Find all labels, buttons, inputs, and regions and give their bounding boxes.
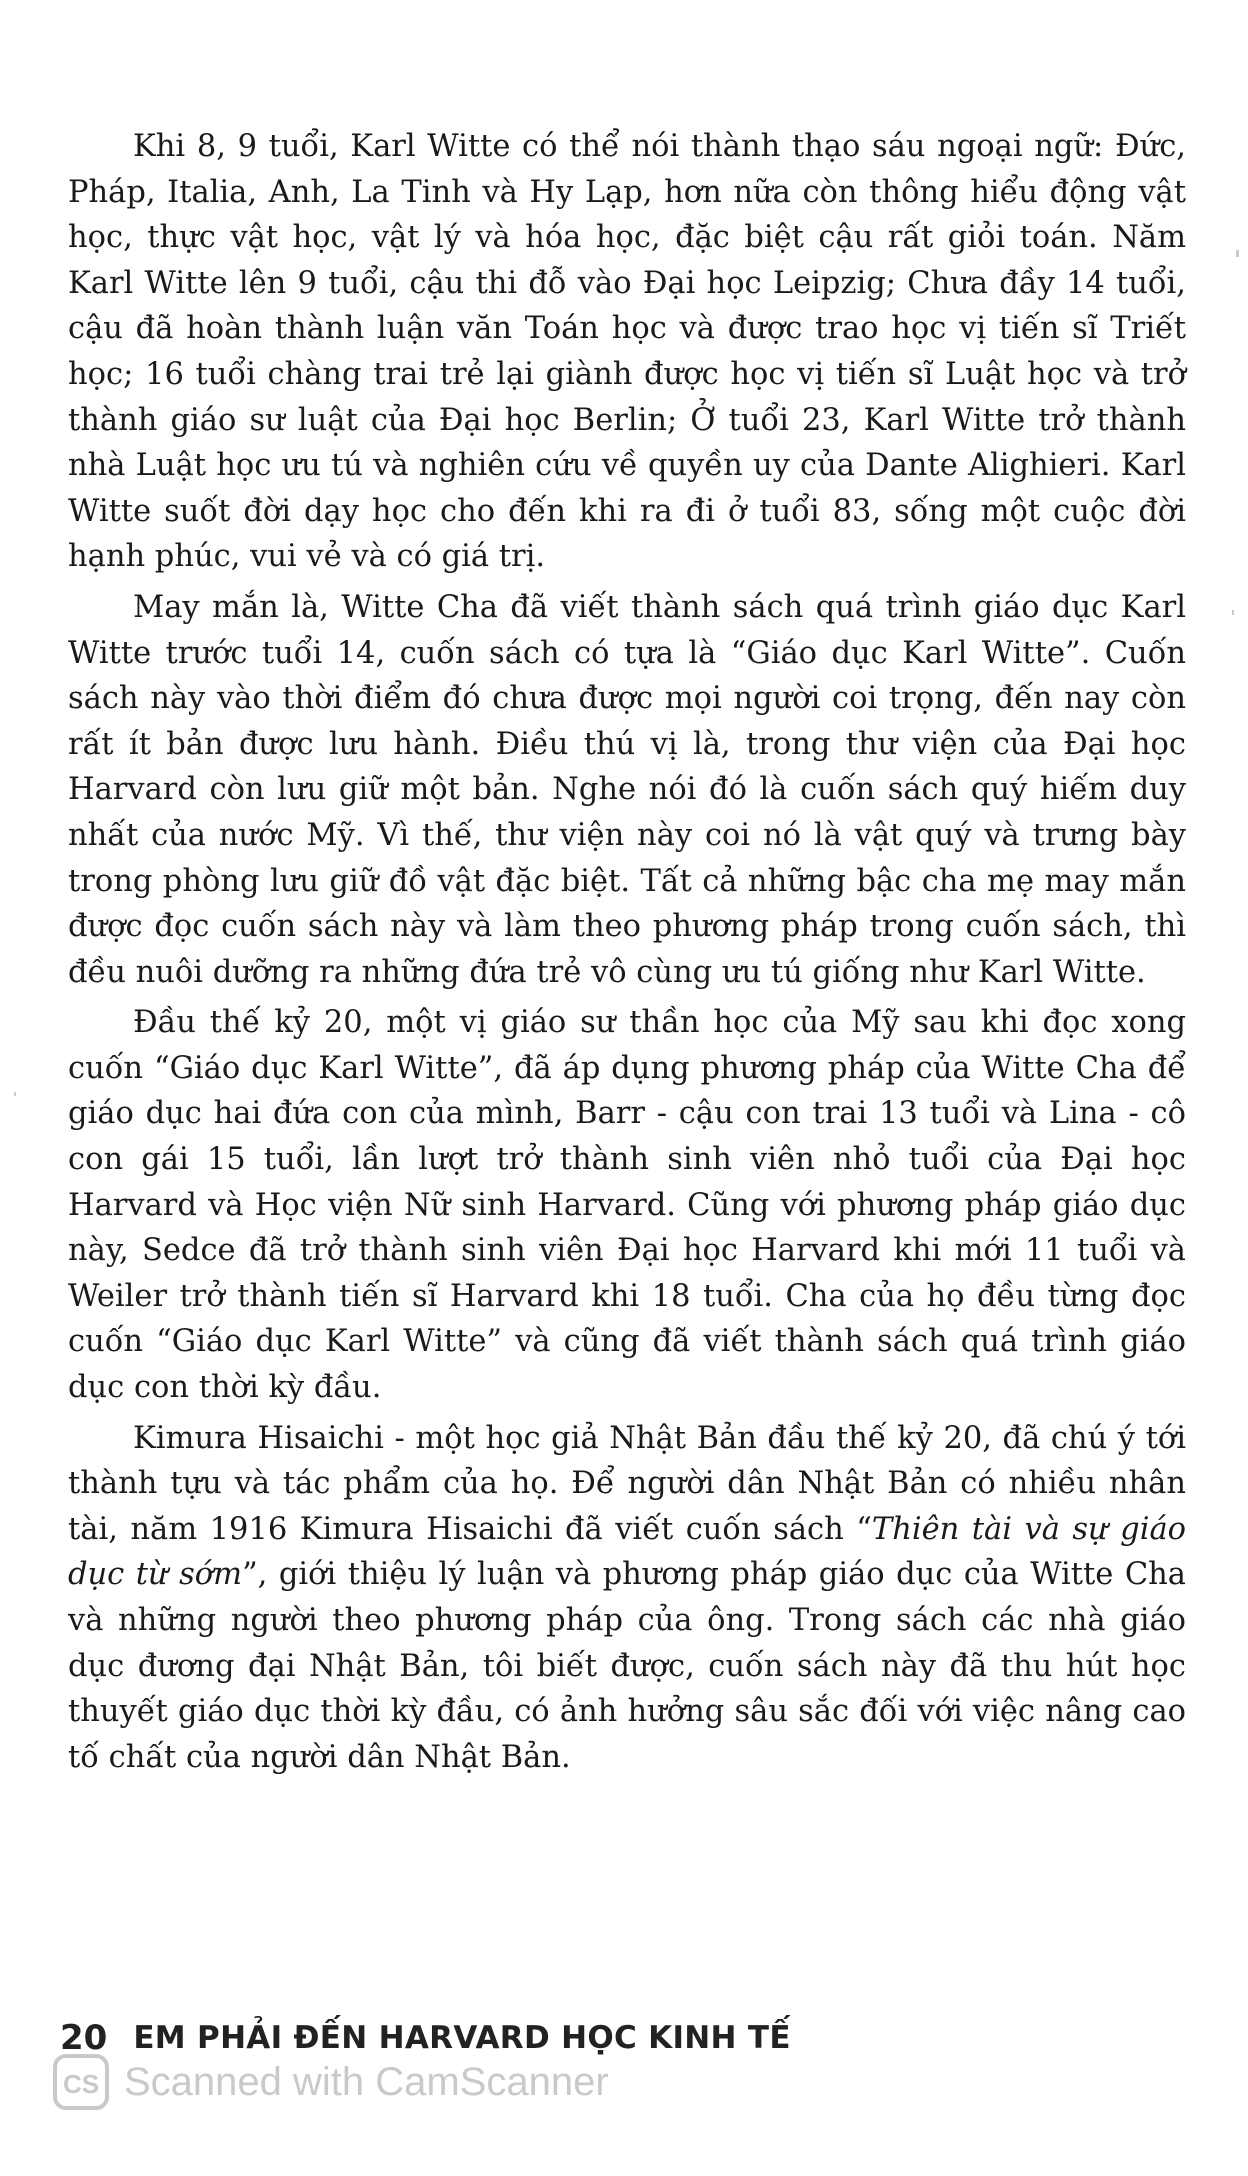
scan-speck <box>14 1092 16 1096</box>
body-text <box>68 124 1186 1785</box>
scan-speck <box>1236 250 1239 257</box>
running-head: EM PHẢI ĐẾN HARVARD HỌC KINH TẾ <box>133 2020 791 2056</box>
paragraph-1: Khi 8, 9 tuổi, Karl Witte có thể nói thành thạo sáu ngoại ngữ: Đức, Pháp, Italia, Anh, La Tinh và Hy Lạp, hơn nữa còn thông hiểu động vật học, thực vật học, vật lý và hóa học, đặc biệt cậu rất giỏi toán. Năm Karl Witte lên 9 tuổi, cậu thi đỗ vào Đại học Leipzig; Chưa đầy 14 tuổi, cậu đã hoàn thành luận văn Toán học và được trao học vị tiến sĩ Triết học; 16 tuổi chàng trai trẻ lại giành được học vị tiến sĩ Luật học và trở thành giáo sư luật của Đại học Berlin; Ở tuổi 23, Karl Witte trở thành nhà Luật học ưu tú và nghiên cứu về quyền uy của Dante Alighieri. Karl Witte suốt đời dạy học cho đến khi ra đi ở tuổi 83, sống một cuộc đời hạnh phúc, vui vẻ và có giá trị. <box>68 129 1186 575</box>
camscanner-watermark <box>52 2050 609 2114</box>
paragraph-2: May mắn là, Witte Cha đã viết thành sách quá trình giáo dục Karl Witte trước tuổi 14, cuốn sách có tựa là “Giáo dục Karl Witte”. Cuốn sách này vào thời điểm đó chưa được mọi người coi trọng, đến nay còn rất ít bản được lưu hành. Điều thú vị là, trong thư viện của Đại học Harvard còn lưu giữ một bản. Nghe nói đó là cuốn sách quý hiếm duy nhất của nước Mỹ. Vì thế, thư viện này coi nó là vật quý và trưng bày trong phòng lưu giữ đồ vật đặc biệt. Tất cả những bậc cha mẹ may mắn được đọc cuốn sách này và làm theo phương pháp trong cuốn sách, thì đều nuôi dưỡng ra những đứa trẻ vô cùng ưu tú giống như Karl Witte. <box>68 589 1186 990</box>
scan-speck <box>1232 610 1234 615</box>
paragraph-3: Đầu thế kỷ 20, một vị giáo sư thần học của Mỹ sau khi đọc xong cuốn “Giáo dục Karl Witte”, đã áp dụng phương pháp của Witte Cha để giáo dục hai đứa con của mình, Barr - cậu con trai 13 tuổi và Lina - cô con gái 15 tuổi, lần lượt trở thành sinh viên nhỏ tuổi của Đại học Harvard và Học viện Nữ sinh Harvard. Cũng với phương pháp giáo dục này, Sedce đã trở thành sinh viên Đại học Harvard khi mới 11 tuổi và Weiler trở thành tiến sĩ Harvard khi 18 tuổi. Cha của họ đều từng đọc cuốn “Giáo dục Karl Witte” và cũng đã viết thành sách quá trình giáo dục con thời kỳ đầu. <box>68 1005 1186 1406</box>
camscanner-logo-text: CS <box>62 2069 100 2099</box>
paragraph-4 <box>68 1416 1186 1781</box>
camscanner-logo-icon <box>52 2053 110 2111</box>
paragraph-4-part-2: ”, giới thiệu lý luận và phương pháp giáo dục của Witte Cha và những người theo phương pháp của ông. Trong sách các nhà giáo dục đương đại Nhật Bản, tôi biết được, cuốn sách này đã thu hút học thuyết giáo dục thời kỳ đầu, có ảnh hưởng sâu sắc đối với việc nâng cao tố chất của người dân Nhật Bản. <box>68 1557 1186 1775</box>
book-title-italic: Thiên tài và sự giáo dục từ sớm <box>68 1511 1187 1593</box>
page-number: 20 <box>60 2018 108 2058</box>
watermark-text: Scanned with CamScanner <box>124 2059 609 2104</box>
paragraph-4-part-1: Kimura Hisaichi - một học giả Nhật Bản đầu thế kỷ 20, đã chú ý tới thành tựu và tác phẩm của họ. Để người dân Nhật Bản có nhiều nhân tài, năm 1916 Kimura Hisaichi đã viết cuốn sách “ <box>68 1420 1186 1547</box>
